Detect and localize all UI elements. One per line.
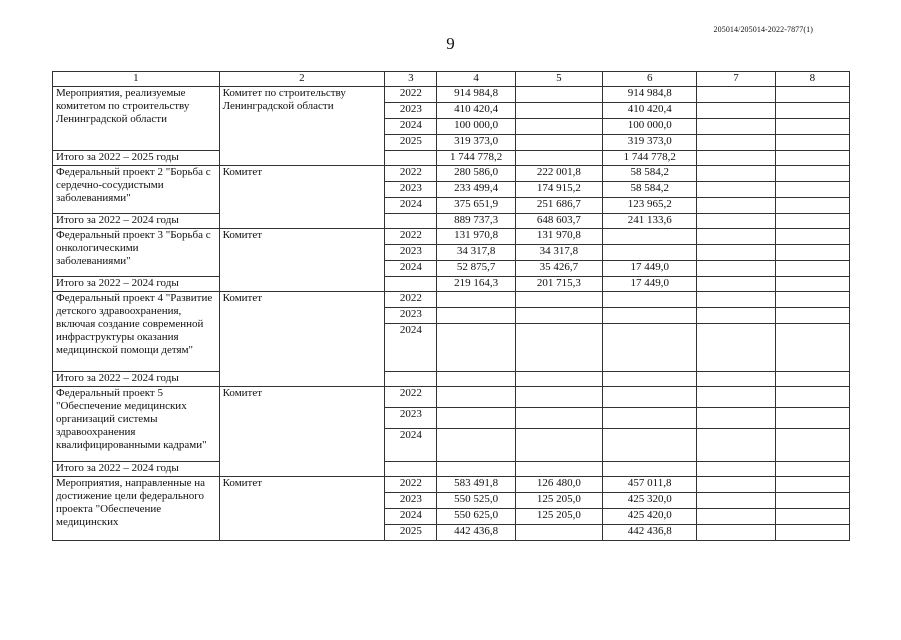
amount-cell: 58 584,2: [603, 182, 697, 198]
amount-cell: [437, 324, 515, 372]
amount-cell: [775, 182, 849, 198]
amount-cell: [697, 387, 775, 408]
amount-cell: 126 480,0: [515, 477, 602, 493]
total-amount-cell: [697, 277, 775, 292]
year-cell: 2025: [385, 525, 437, 541]
executor-cell: Комитет: [219, 166, 385, 229]
column-header: 2: [219, 72, 385, 87]
total-amount-cell: [603, 372, 697, 387]
amount-cell: 131 970,8: [437, 229, 515, 245]
amount-cell: 123 965,2: [603, 198, 697, 214]
amount-cell: [515, 103, 602, 119]
total-amount-cell: [437, 462, 515, 477]
amount-cell: 914 984,8: [437, 87, 515, 103]
amount-cell: [775, 229, 849, 245]
total-label: Итого за 2022 – 2024 годы: [53, 214, 220, 229]
amount-cell: [775, 103, 849, 119]
amount-cell: [515, 429, 602, 462]
total-amount-cell: 219 164,3: [437, 277, 515, 292]
column-header: 7: [697, 72, 775, 87]
amount-cell: 174 915,2: [515, 182, 602, 198]
executor-cell: Комитет: [219, 477, 385, 541]
amount-cell: [697, 135, 775, 151]
amount-cell: [603, 308, 697, 324]
amount-cell: [775, 119, 849, 135]
total-amount-cell: [603, 462, 697, 477]
activity-name-cell: Мероприятия, реализуемые комитетом по строительству Ленинградской области: [53, 87, 220, 151]
executor-cell: Комитет: [219, 292, 385, 387]
amount-cell: [697, 245, 775, 261]
year-cell: 2022: [385, 87, 437, 103]
year-cell: 2022: [385, 387, 437, 408]
year-cell: 2023: [385, 308, 437, 324]
amount-cell: [697, 292, 775, 308]
amount-cell: [775, 166, 849, 182]
total-amount-cell: [775, 151, 849, 166]
amount-cell: 319 373,0: [603, 135, 697, 151]
amount-cell: [775, 292, 849, 308]
amount-cell: [697, 429, 775, 462]
amount-cell: [775, 509, 849, 525]
table-row: [53, 87, 850, 103]
total-amount-cell: [697, 462, 775, 477]
amount-cell: 442 436,8: [603, 525, 697, 541]
amount-cell: 125 205,0: [515, 493, 602, 509]
total-amount-cell: [437, 372, 515, 387]
amount-cell: [603, 245, 697, 261]
amount-cell: [437, 429, 515, 462]
total-row: [53, 462, 850, 477]
year-cell: 2023: [385, 493, 437, 509]
executor-cell: Комитет: [219, 229, 385, 292]
amount-cell: 100 000,0: [437, 119, 515, 135]
year-cell: 2022: [385, 477, 437, 493]
amount-cell: [437, 408, 515, 429]
amount-cell: [775, 408, 849, 429]
total-amount-cell: [775, 462, 849, 477]
amount-cell: [603, 324, 697, 372]
year-cell: [385, 214, 437, 229]
amount-cell: [775, 245, 849, 261]
amount-cell: 34 317,8: [515, 245, 602, 261]
total-amount-cell: [697, 214, 775, 229]
total-row: [53, 151, 850, 166]
activity-name-cell: Федеральный проект 4 "Развитие детского здравоохранения, включая создание современной инфраструктуры оказания медицинской помощи детям": [53, 292, 220, 372]
amount-cell: 583 491,8: [437, 477, 515, 493]
amount-cell: [775, 525, 849, 541]
year-cell: [385, 277, 437, 292]
total-label: Итого за 2022 – 2024 годы: [53, 462, 220, 477]
year-cell: 2023: [385, 408, 437, 429]
total-amount-cell: 648 603,7: [515, 214, 602, 229]
total-amount-cell: 241 133,6: [603, 214, 697, 229]
document-registration-number: 205014/205014-2022-7877(1): [713, 25, 813, 34]
year-cell: 2024: [385, 509, 437, 525]
activity-name-cell: Мероприятия, направленные на достижение цели федерального проекта "Обеспечение медицинских: [53, 477, 220, 541]
amount-cell: [697, 308, 775, 324]
total-row: [53, 277, 850, 292]
amount-cell: [603, 292, 697, 308]
year-cell: [385, 462, 437, 477]
amount-cell: [515, 525, 602, 541]
year-cell: 2023: [385, 245, 437, 261]
amount-cell: 58 584,2: [603, 166, 697, 182]
amount-cell: 35 426,7: [515, 261, 602, 277]
column-header: 3: [385, 72, 437, 87]
total-label: Итого за 2022 – 2024 годы: [53, 372, 220, 387]
year-cell: 2024: [385, 429, 437, 462]
amount-cell: [603, 387, 697, 408]
amount-cell: [697, 87, 775, 103]
amount-cell: [603, 229, 697, 245]
total-amount-cell: 1 744 778,2: [437, 151, 515, 166]
year-cell: 2022: [385, 229, 437, 245]
column-header: 4: [437, 72, 515, 87]
total-amount-cell: [515, 462, 602, 477]
table-row: [53, 229, 850, 245]
amount-cell: [437, 308, 515, 324]
amount-cell: [697, 261, 775, 277]
amount-cell: 410 420,4: [437, 103, 515, 119]
amount-cell: 34 317,8: [437, 245, 515, 261]
amount-cell: [697, 324, 775, 372]
year-cell: 2024: [385, 119, 437, 135]
amount-cell: [697, 103, 775, 119]
amount-cell: 280 586,0: [437, 166, 515, 182]
amount-cell: 319 373,0: [437, 135, 515, 151]
page-number: 9: [446, 34, 455, 53]
amount-cell: [515, 87, 602, 103]
amount-cell: 233 499,4: [437, 182, 515, 198]
amount-cell: [775, 387, 849, 408]
amount-cell: 52 875,7: [437, 261, 515, 277]
amount-cell: [775, 87, 849, 103]
year-cell: [385, 372, 437, 387]
column-number-header: [53, 72, 850, 87]
amount-cell: 125 205,0: [515, 509, 602, 525]
amount-cell: [775, 477, 849, 493]
table-row: [53, 387, 850, 408]
total-amount-cell: [775, 214, 849, 229]
amount-cell: [515, 308, 602, 324]
amount-cell: [775, 308, 849, 324]
activity-name-cell: Федеральный проект 2 "Борьба с сердечно-сосудистыми заболеваниями": [53, 166, 220, 214]
amount-cell: [775, 429, 849, 462]
activity-name-cell: Федеральный проект 5 "Обеспечение медицинских организаций системы здравоохранения квалифицированными кадрами": [53, 387, 220, 462]
amount-cell: [697, 525, 775, 541]
column-header: 5: [515, 72, 602, 87]
activity-name-cell: Федеральный проект 3 "Борьба с онкологическими заболеваниями": [53, 229, 220, 277]
amount-cell: 550 625,0: [437, 509, 515, 525]
year-cell: 2022: [385, 292, 437, 308]
year-cell: 2024: [385, 324, 437, 372]
amount-cell: [697, 198, 775, 214]
amount-cell: 425 320,0: [603, 493, 697, 509]
amount-cell: [515, 292, 602, 308]
total-amount-cell: [697, 372, 775, 387]
amount-cell: [515, 135, 602, 151]
amount-cell: [603, 429, 697, 462]
executor-cell: Комитет по строительству Ленинградской области: [219, 87, 385, 166]
amount-cell: [775, 493, 849, 509]
amount-cell: 914 984,8: [603, 87, 697, 103]
amount-cell: [515, 119, 602, 135]
total-amount-cell: [775, 372, 849, 387]
total-amount-cell: [515, 372, 602, 387]
amount-cell: [697, 477, 775, 493]
amount-cell: 457 011,8: [603, 477, 697, 493]
executor-cell: Комитет: [219, 387, 385, 477]
total-label: Итого за 2022 – 2025 годы: [53, 151, 220, 166]
amount-cell: 550 525,0: [437, 493, 515, 509]
amount-cell: 410 420,4: [603, 103, 697, 119]
total-row: [53, 372, 850, 387]
total-amount-cell: [775, 277, 849, 292]
year-cell: 2023: [385, 103, 437, 119]
total-label: Итого за 2022 – 2024 годы: [53, 277, 220, 292]
total-amount-cell: 201 715,3: [515, 277, 602, 292]
amount-cell: [515, 408, 602, 429]
table-row: [53, 292, 850, 308]
column-header: 1: [53, 72, 220, 87]
table-row: [53, 166, 850, 182]
amount-cell: [775, 261, 849, 277]
year-cell: 2025: [385, 135, 437, 151]
amount-cell: [775, 324, 849, 372]
amount-cell: [437, 387, 515, 408]
total-row: [53, 214, 850, 229]
amount-cell: [775, 135, 849, 151]
total-amount-cell: 1 744 778,2: [603, 151, 697, 166]
total-amount-cell: [515, 151, 602, 166]
amount-cell: [697, 119, 775, 135]
amount-cell: 131 970,8: [515, 229, 602, 245]
amount-cell: [697, 509, 775, 525]
amount-cell: [515, 387, 602, 408]
total-amount-cell: 889 737,3: [437, 214, 515, 229]
amount-cell: 17 449,0: [603, 261, 697, 277]
column-header: 8: [775, 72, 849, 87]
amount-cell: 442 436,8: [437, 525, 515, 541]
amount-cell: 251 686,7: [515, 198, 602, 214]
amount-cell: 425 420,0: [603, 509, 697, 525]
total-amount-cell: [697, 151, 775, 166]
amount-cell: [515, 324, 602, 372]
amount-cell: [697, 182, 775, 198]
amount-cell: [697, 229, 775, 245]
amount-cell: [697, 493, 775, 509]
amount-cell: [437, 292, 515, 308]
year-cell: [385, 151, 437, 166]
amount-cell: 100 000,0: [603, 119, 697, 135]
amount-cell: [603, 408, 697, 429]
amount-cell: 222 001,8: [515, 166, 602, 182]
year-cell: 2023: [385, 182, 437, 198]
year-cell: 2024: [385, 261, 437, 277]
column-header: 6: [603, 72, 697, 87]
year-cell: 2024: [385, 198, 437, 214]
year-cell: 2022: [385, 166, 437, 182]
table-row: [53, 477, 850, 493]
amount-cell: [775, 198, 849, 214]
budget-table: [52, 71, 850, 541]
amount-cell: [697, 166, 775, 182]
total-amount-cell: 17 449,0: [603, 277, 697, 292]
amount-cell: [697, 408, 775, 429]
amount-cell: 375 651,9: [437, 198, 515, 214]
